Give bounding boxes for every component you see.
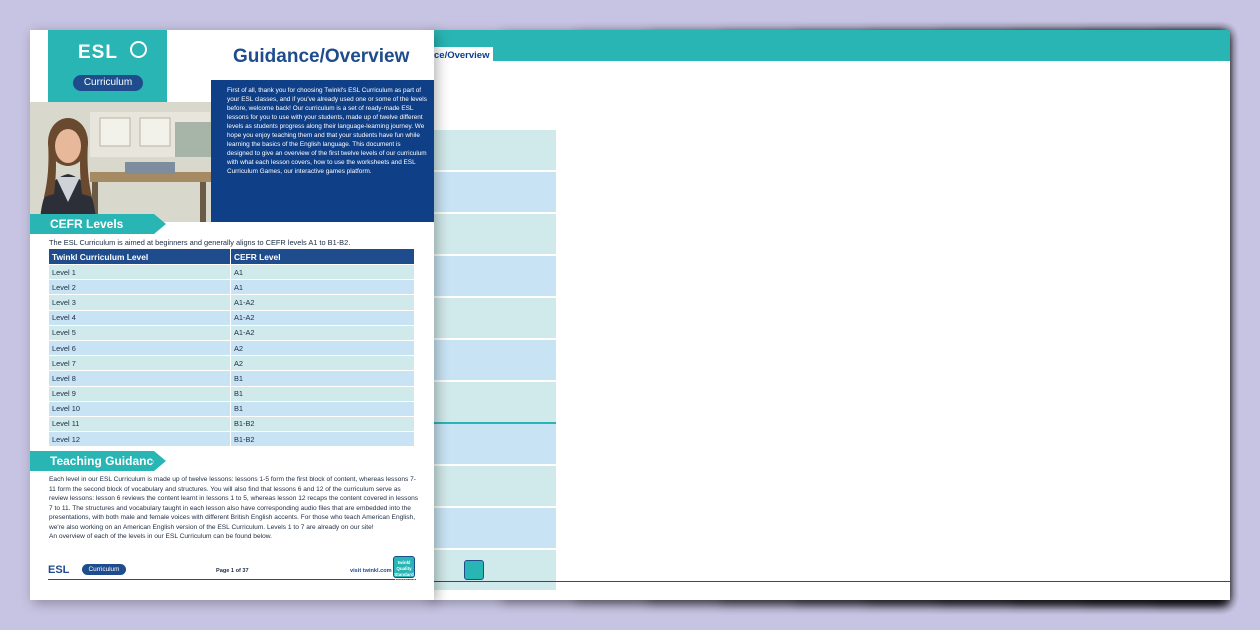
table-cell (432, 508, 556, 548)
table-cell (432, 256, 556, 296)
cefr-cell: A1 (231, 280, 414, 294)
page-title: Guidance/Overview (233, 46, 410, 67)
quality-badge-icon (464, 560, 484, 580)
table-row (49, 402, 414, 416)
cefr-cell: A1-A2 (231, 326, 414, 340)
level-cell: Level 2 (49, 280, 231, 294)
page-title: ce/Overview (432, 47, 493, 64)
globe-icon (130, 41, 147, 58)
logo-brand: ESL (78, 42, 118, 63)
table-cell (432, 424, 556, 464)
level-cell: Level 3 (49, 295, 231, 309)
page-header-band (432, 30, 1230, 61)
level-cell: Level 9 (49, 387, 231, 401)
level-cell: Level 4 (49, 311, 231, 325)
table-row (49, 387, 414, 401)
intro-text: First of all, thank you for choosing Twinkl's ESL Curriculum as part of your ESL classes, and if you've already used one or some of the levels before, welcome back! Our curriculum is a set of ready-made ESL lessons for you to use with your students, made up of twelve different levels as students progress along their language-learning journey. We hope you enjoy teaching them and that your students have fun while learning the basics of the English language. This document is designed to give an overview of the first twelve levels of our curriculum with what each lesson covers, how to use the worksheets and ESL Curriculum Games, our interactive games platform. (227, 87, 427, 175)
table-row (49, 295, 414, 309)
footer-url[interactable]: visit twinkl.com (350, 568, 392, 574)
teaching-guidance-text (49, 475, 421, 542)
teaching-paragraph: Each level in our ESL Curriculum is made up of twelve lessons: lessons 1-5 form the first block of content, whereas lessons 7-11 form the second block of vocabulary and structures. You will also find that lessons 6 and 12 of the curriculum serve as review lessons: lesson 6 reviews the content learnt in lessons 1 to 5, whereas lesson 12 recaps the content covered in lessons 7 to 11. The structures and vocabulary taught in each lesson also have corresponding audio files that are embedded into the presentations, with both male and female voices with different British English accents. For those who teach American English, we're also working on an American English version of the ESL Curriculum. Levels 1 to 7 are already on our site! (49, 476, 419, 531)
cefr-cell: A1-A2 (231, 295, 414, 309)
footer-pill: Curriculum (82, 564, 126, 575)
footer-brand: ESL (48, 564, 70, 576)
table-header-row (49, 249, 414, 264)
cefr-intro: The ESL Curriculum is aimed at beginners and generally aligns to CEFR levels A1 to B1-B2. (49, 238, 351, 247)
table-row (49, 265, 414, 279)
cefr-cell: A2 (231, 356, 414, 370)
level-cell: Level 7 (49, 356, 231, 370)
quality-badge: twinkl Quality Standard Approved (393, 556, 415, 578)
teaching-guidance-heading (30, 451, 160, 471)
table-row (49, 417, 414, 431)
level-cell: Level 8 (49, 371, 231, 385)
cefr-cell: A2 (231, 341, 414, 355)
teaching-closing: An overview of each of the levels in our ESL Curriculum can be found below. (49, 533, 272, 540)
teacher-photo-image (30, 102, 211, 222)
logo-pill: Curriculum (73, 75, 143, 91)
cefr-levels-heading-text: CEFR Levels (50, 217, 124, 231)
cefr-table (49, 248, 414, 447)
table-cell (432, 466, 556, 506)
esl-curriculum-logo (48, 30, 167, 102)
cefr-cell: B1 (231, 402, 414, 416)
table-row (49, 432, 414, 446)
overview-page-2 (432, 30, 1230, 600)
cefr-cell: B1 (231, 371, 414, 385)
level-cell: Level 5 (49, 326, 231, 340)
cefr-cell: B1-B2 (231, 417, 414, 431)
table-row (49, 326, 414, 340)
table-header-level: Twinkl Curriculum Level (49, 249, 231, 264)
cefr-levels-heading (30, 214, 154, 234)
footer-divider (48, 579, 416, 580)
level-cell: Level 10 (49, 402, 231, 416)
level-cell: Level 12 (49, 432, 231, 446)
table-row (49, 311, 414, 325)
footer-divider (432, 581, 1230, 582)
cefr-cell: B1-B2 (231, 432, 414, 446)
table-cell (432, 382, 556, 422)
cefr-cell: A1 (231, 265, 414, 279)
teaching-guidance-heading-text: Teaching Guidance (50, 454, 160, 468)
cefr-cell: A1-A2 (231, 311, 414, 325)
cefr-cell: B1 (231, 387, 414, 401)
table-cell (432, 214, 556, 254)
front-page (30, 30, 434, 600)
table-row (49, 341, 414, 355)
level-cell: Level 1 (49, 265, 231, 279)
table-header-cefr: CEFR Level (231, 249, 414, 264)
table-cell (432, 550, 556, 590)
page-number: Page 1 of 37 (216, 568, 249, 574)
table-cell (432, 172, 556, 212)
level-cell: Level 11 (49, 417, 231, 431)
table-cell (432, 298, 556, 338)
table-row (49, 356, 414, 370)
table-cell (432, 340, 556, 380)
table-row (49, 280, 414, 294)
title-strip (432, 61, 1230, 91)
level-cell: Level 6 (49, 341, 231, 355)
table-row (49, 371, 414, 385)
teacher-photo (30, 102, 211, 222)
table-cell (432, 130, 556, 170)
